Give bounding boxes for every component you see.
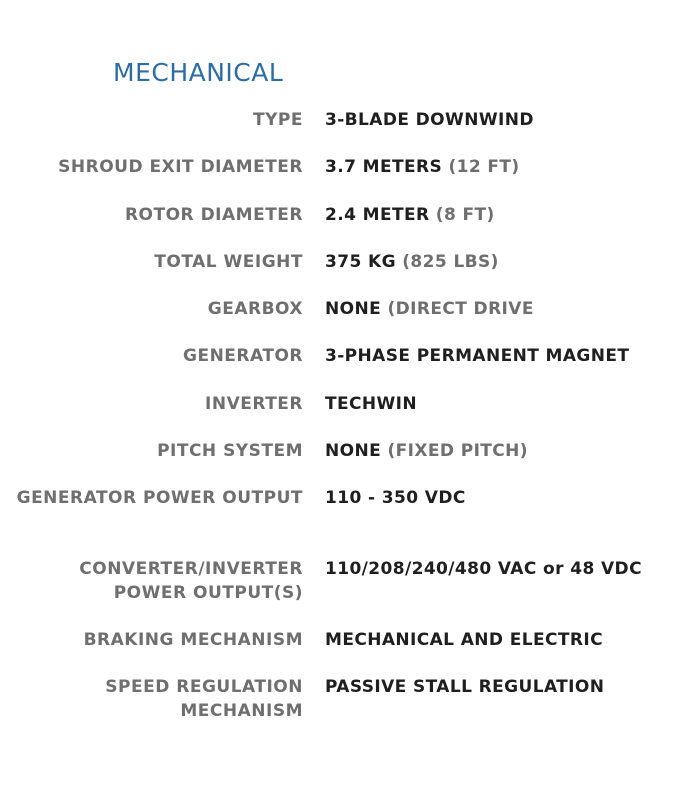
spec-main-value: PASSIVE STALL REGULATION <box>325 677 605 697</box>
spec-note: (8 FT) <box>435 205 495 225</box>
spec-value <box>325 628 690 652</box>
spec-note: (DIRECT DRIVE <box>387 299 534 319</box>
spec-value <box>325 392 690 416</box>
section-title: MECHANICAL <box>113 58 284 87</box>
spec-label: GENERATOR POWER OUTPUT <box>16 488 303 508</box>
spec-value <box>325 557 690 581</box>
spec-value <box>325 203 690 227</box>
spec-main-value: 110/208/240/480 VAC or 48 VDC <box>325 559 642 579</box>
spec-label: INVERTER <box>205 394 303 414</box>
spec-label: PITCH SYSTEM <box>157 441 303 461</box>
spec-main-value: TECHWIN <box>325 394 418 414</box>
spec-label: SPEED REGULATION MECHANISM <box>105 677 303 721</box>
spec-main-value: MECHANICAL AND ELECTRIC <box>325 630 603 650</box>
spec-main-value: 3-BLADE DOWNWIND <box>325 110 534 130</box>
spec-label: TYPE <box>253 110 303 130</box>
spec-label: SHROUD EXIT DIAMETER <box>58 157 303 177</box>
spec-main-value: 3.7 METERS <box>325 157 443 177</box>
spec-value <box>325 344 690 368</box>
spec-label: GEARBOX <box>207 299 303 319</box>
spec-note: (FIXED PITCH) <box>387 441 528 461</box>
spec-label: BRAKING MECHANISM <box>83 630 303 650</box>
spec-value <box>325 486 690 510</box>
spec-note: (12 FT) <box>448 157 520 177</box>
spec-value <box>325 108 690 132</box>
spec-note: (825 LBS) <box>402 252 499 272</box>
spec-main-value: NONE <box>325 441 382 461</box>
spec-main-value: NONE <box>325 299 382 319</box>
spec-label: ROTOR DIAMETER <box>124 205 303 225</box>
spec-label: TOTAL WEIGHT <box>154 252 303 272</box>
spec-label: GENERATOR <box>183 346 303 366</box>
spec-main-value: 375 KG <box>325 252 396 272</box>
spec-label: CONVERTER/INVERTER POWER OUTPUT(S) <box>79 559 303 603</box>
spec-main-value: 3-PHASE PERMANENT MAGNET <box>325 346 630 366</box>
spec-main-value: 110 - 350 VDC <box>325 488 466 508</box>
spec-value <box>325 155 690 179</box>
spec-value <box>325 439 690 463</box>
spec-value <box>325 297 690 321</box>
spec-main-value: 2.4 METER <box>325 205 430 225</box>
spec-value <box>325 675 690 699</box>
spec-value <box>325 250 690 274</box>
